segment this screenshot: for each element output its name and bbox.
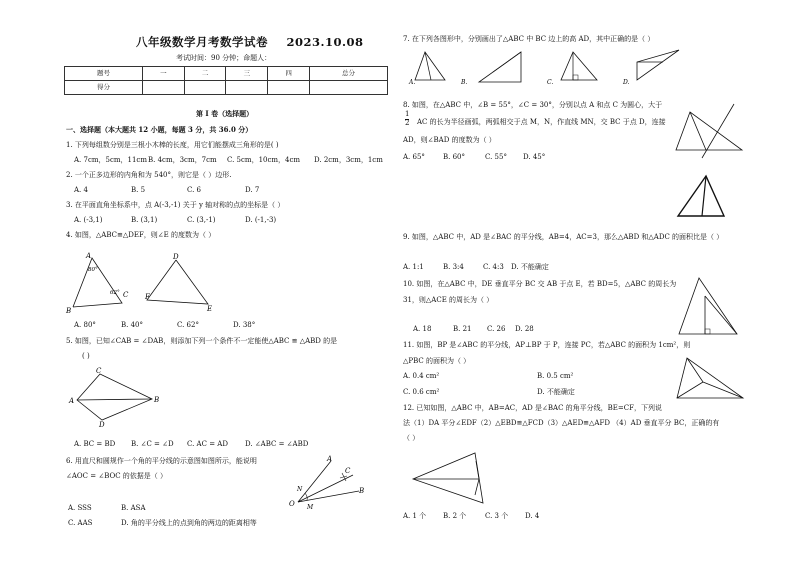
score-table-cell: 得分 [65,81,143,95]
q8-stem-2: AC 的长为半径画弧，两弧相交于点 M，N，作直线 MN，交 BC 于点 D，连接 [417,118,666,126]
q1-option-a[interactable]: A. 7cm，5cm，11cm [74,156,147,164]
q8-option-c[interactable]: C. 55° [485,153,507,161]
q10-option-a[interactable]: A. 18 [413,325,432,333]
q12-option-b[interactable]: B. 2 个 [443,512,467,520]
q10-option-b[interactable]: B. 21 [453,325,472,333]
q2-option-b[interactable]: B. 5 [131,186,146,194]
q5-label-c: C [96,367,102,375]
q9-option-b[interactable]: B. 3:4 [443,263,464,271]
q10-stem: 10. 如图，在△ABC 中，DE 垂直平分 BC 交 AB 于点 E，若 BD=5，△ABC 的周长为 [403,280,677,288]
score-entry-cell[interactable] [142,81,184,95]
q5-label-a: A [69,397,75,405]
exam-info: 考试时间：90 分钟；命题人： [176,54,272,62]
q9-option-c[interactable]: C. 4:3 [483,263,504,271]
q5-option-a[interactable]: A. BC = BD [74,440,116,448]
q12-option-d[interactable]: D. 4 [525,512,540,520]
q6-label-n: N [297,486,303,493]
score-table-cell: 一 [142,67,184,81]
score-table-header-row [65,67,388,81]
q9-figure [672,170,732,226]
q12-option-c[interactable]: C. 3 个 [485,512,509,520]
exam-title-text: 八年级数学月考数学试卷 [136,35,268,49]
q5-option-c[interactable]: C. AC = AD [187,440,228,448]
q1-option-c[interactable]: C. 5cm，10cm，4cm [227,156,301,164]
q12-stem-2: 法（1）DA 平分∠EDF（2）△EBD≌△FCD（3）△AED≌△AFD （4）AD 垂直平分 BC，正确的有 [403,419,720,427]
q11-option-a[interactable]: A. 0.4 cm² [403,372,440,380]
q5-stem: 5. 如图，已知∠CAB = ∠DAB，则添加下列一个条件不一定能使△ABC ≌ △ABD 的是 [66,337,338,345]
q8-fraction-den: 2 [405,118,410,127]
q5-stem-paren: ( ) [82,352,90,360]
q5-option-b[interactable]: B. ∠C = ∠D [131,440,174,448]
q10-stem-2: 31，则△ACE 的周长为（ ） [403,296,494,304]
q6-figure [283,455,368,513]
q6-stem-2: ∠AOC = ∠BOC 的依据是（ ） [66,472,168,480]
q7-stem: 7. 在下列各图形中，分别画出了△ABC 中 BC 边上的高 AD，其中正确的是（ ） [403,35,655,43]
q4-label-c: C [123,291,129,299]
q3-option-d[interactable]: D. (-1,-3) [245,216,277,224]
q11-stem: 11. 如图，BP 是∠ABC 的平分线，AP⊥BP 于 P，连接 PC，若△ABC 的面积为 1cm²，则 [403,341,691,349]
q12-option-a[interactable]: A. 1 个 [403,512,427,520]
right-column [397,0,794,562]
q11-option-c[interactable]: C. 0.6 cm² [403,388,440,396]
q4-angle-80: 80° [88,267,98,273]
q8-fraction-num: 1 [405,110,410,118]
q4-angle-62: 62° [110,290,120,296]
q6-option-d[interactable]: D. 角的平分线上的点到角的两边的距离相等 [121,519,257,527]
q10-figure [675,272,745,342]
q4-option-d[interactable]: D. 38° [233,321,256,329]
q6-label-m: M [307,504,314,511]
q12-stem: 12. 已知如图，△ABC 中，AB=AC，AD 是∠BAC 的角平分线，BE=CF，下列说 [403,404,662,412]
q2-stem: 2. 一个正多边形的内角和为 540°，则它是（ ）边形. [66,171,232,179]
q4-label-d: D [173,253,179,261]
q4-stem: 4. 如图，△ABC≌△DEF，则∠E 的度数为（ ） [66,231,216,239]
section-intro: 一、选择题（本大题共 12 小题，每题 3 分，共 36.0 分） [66,125,253,134]
q8-option-b[interactable]: B. 60° [443,153,466,161]
q6-label-a: A [327,455,333,463]
score-entry-cell[interactable] [310,81,388,95]
score-table-cell: 三 [226,67,268,81]
q11-option-d[interactable]: D. 不能确定 [537,388,575,396]
q4-figure [62,250,232,318]
q4-option-b[interactable]: B. 40° [121,321,144,329]
score-entry-cell[interactable] [184,81,226,95]
q8-stem: 8. 如图，在△ABC 中，∠B = 55°，∠C = 30°，分别以点 A 和点 C 为圆心，大于 [403,101,663,109]
q3-stem: 3. 在平面直角坐标系中，点 A(-3,-1) 关于 y 轴对称的点的坐标是（ ） [66,201,285,209]
q7-figure [401,46,701,88]
q9-option-a[interactable]: A. 1:1 [403,263,424,271]
q7-option-c[interactable]: C. [547,79,554,86]
q11-option-b[interactable]: B. 0.5 cm² [537,372,574,380]
q8-stem-3: AD，则∠BAD 的度数为（ ） [403,136,496,144]
score-table [64,66,388,95]
score-table-cell: 二 [184,67,226,81]
q4-label-a: A [86,252,92,260]
q8-figure [672,100,752,160]
q3-option-a[interactable]: A. (-3,1) [74,216,103,224]
q12-figure [407,447,499,509]
q11-figure [673,350,749,408]
q11-stem-2: △PBC 的面积为（ ） [403,357,471,365]
q1-option-b[interactable]: B. 4cm，3cm，7cm [148,156,217,164]
exam-date: 2023.10.08 [286,35,364,49]
q4-label-f: F [145,293,150,301]
q4-option-a[interactable]: A. 80° [74,321,96,329]
q2-option-c[interactable]: C. 6 [187,186,202,194]
q7-option-d[interactable]: D. [623,79,630,86]
section-title: 第 I 卷（选择题） [196,109,254,118]
q5-label-b: B [154,396,160,404]
q5-figure [66,366,166,428]
q4-option-c[interactable]: C. 62° [177,321,199,329]
q6-stem: 6. 用直尺和圆规作一个角的平分线的示意图如图所示，能说明 [66,457,257,465]
q6-label-o: O [289,500,295,508]
q6-option-a[interactable]: A. SSS [68,504,92,512]
q3-option-c[interactable]: C. (3,-1) [187,216,216,224]
exam-title [136,35,364,49]
q5-option-d[interactable]: D. ∠ABC = ∠ABD [245,440,309,448]
q6-label-b: B [359,487,365,495]
q8-option-a[interactable]: A. 65° [403,153,425,161]
q4-label-e: E [207,305,213,313]
q7-option-a[interactable]: A. [409,79,416,86]
q2-option-a[interactable]: A. 4 [74,186,88,194]
q7-option-b[interactable]: B. [461,79,468,86]
score-table-cell: 总分 [310,67,388,81]
q12-stem-3: （ ） [403,434,420,442]
q1-stem: 1. 下列每组数分别是三根小木棒的长度，用它们能摆成三角形的是( ) [66,141,279,149]
q1-option-d[interactable]: D. 2cm，3cm，1cm [314,156,383,164]
q10-option-d[interactable]: D. 28 [515,325,534,333]
q4-label-b: B [66,307,72,315]
q8-option-d[interactable]: D. 45° [523,153,546,161]
score-entry-cell[interactable] [268,81,310,95]
score-table-score-row [65,81,388,95]
q6-option-b[interactable]: B. ASA [121,504,146,512]
q6-label-c: C [345,467,351,475]
q9-option-d[interactable]: D. 不能确定 [511,263,549,271]
q3-option-b[interactable]: B. (3,1) [131,216,158,224]
q2-option-d[interactable]: D. 7 [245,186,260,194]
score-table-cell: 四 [268,67,310,81]
q8-fraction [405,111,409,127]
q6-option-c[interactable]: C. AAS [68,519,93,527]
q10-option-c[interactable]: C. 26 [487,325,506,333]
q5-label-d: D [99,421,105,428]
score-table-cell: 题号 [65,67,143,81]
q9-stem: 9. 如图，△ABC 中，AD 是∠BAC 的平分线，AB=4，AC=3，那么△ABD 和△ADC 的面积比是（ ） [403,233,724,241]
score-entry-cell[interactable] [226,81,268,95]
